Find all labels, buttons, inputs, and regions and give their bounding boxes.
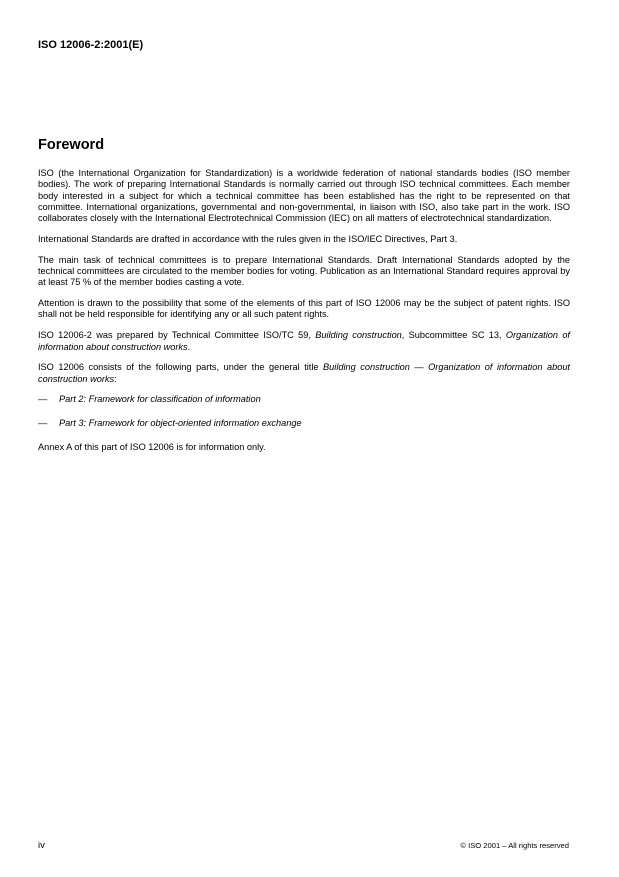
text-run: , Subcommittee SC 13, [401,330,506,341]
paragraph-patent-rights: Attention is drawn to the possibility that some of the elements of this part of ISO 12006 may be the subject of patent rights. ISO shall not be held responsible for identifying any or all such patent rights. [38,298,570,320]
text-run: ISO 12006 consists of the following parts, under the general title [38,362,324,373]
copyright-notice: © ISO 2001 – All rights reserved [460,841,569,850]
italic-run: Organization of information about construction works [38,330,570,352]
paragraph-parts-intro [38,362,570,385]
foreword-body [38,168,570,463]
paragraph-annex: Annex A of this part of ISO 12006 is for information only. [38,442,266,453]
list-item-label: Part 3: Framework for object-oriented information exchange [59,418,302,429]
section-title: Foreword [38,137,105,153]
list-item-label: Part 2: Framework for classification of information [59,394,261,405]
page-number: iv [38,840,45,851]
paragraph-technical-committees: The main task of technical committees is to prepare International Standards. Draft International Standards adopted by the technical committees are circulated to the member bodies for voting. Publication as an International Standard requires approval by at least 75 % of the member bodies casting a vote. [38,254,570,288]
paragraph-iso-overview: ISO (the International Organization for Standardization) is a worldwide federation of national standards bodies (ISO member bodies). The work of preparing International Standards is normally carried out through ISO technical committees. Each member body interested in a subject for which a technical committee has been established has the right to be represented on that committee. International organizations, governmental and non-governmental, in liaison with ISO, also take part in the work. ISO collaborates closely with the International Electrotechnical Commission (IEC) on all matters of electrotechnical standardization. [38,168,570,224]
paragraph-preparation [38,330,570,353]
text-run: . [187,341,191,352]
text-run: : [114,373,117,384]
dash-bullet: — [38,418,48,429]
list-item-part-3 [38,418,570,429]
dash-bullet: — [38,394,48,405]
text-run: ISO 12006-2 was prepared by Technical Committee ISO/TC 59, [38,330,316,341]
document-id: ISO 12006-2:2001(E) [38,39,144,51]
italic-run: Building construction — Organization of information about construction works [38,362,570,384]
paragraph-directives: International Standards are drafted in accordance with the rules given in the ISO/IEC Directives, Part 3. [38,233,458,244]
italic-run: Building construction [315,330,402,341]
list-item-part-2 [38,394,570,405]
